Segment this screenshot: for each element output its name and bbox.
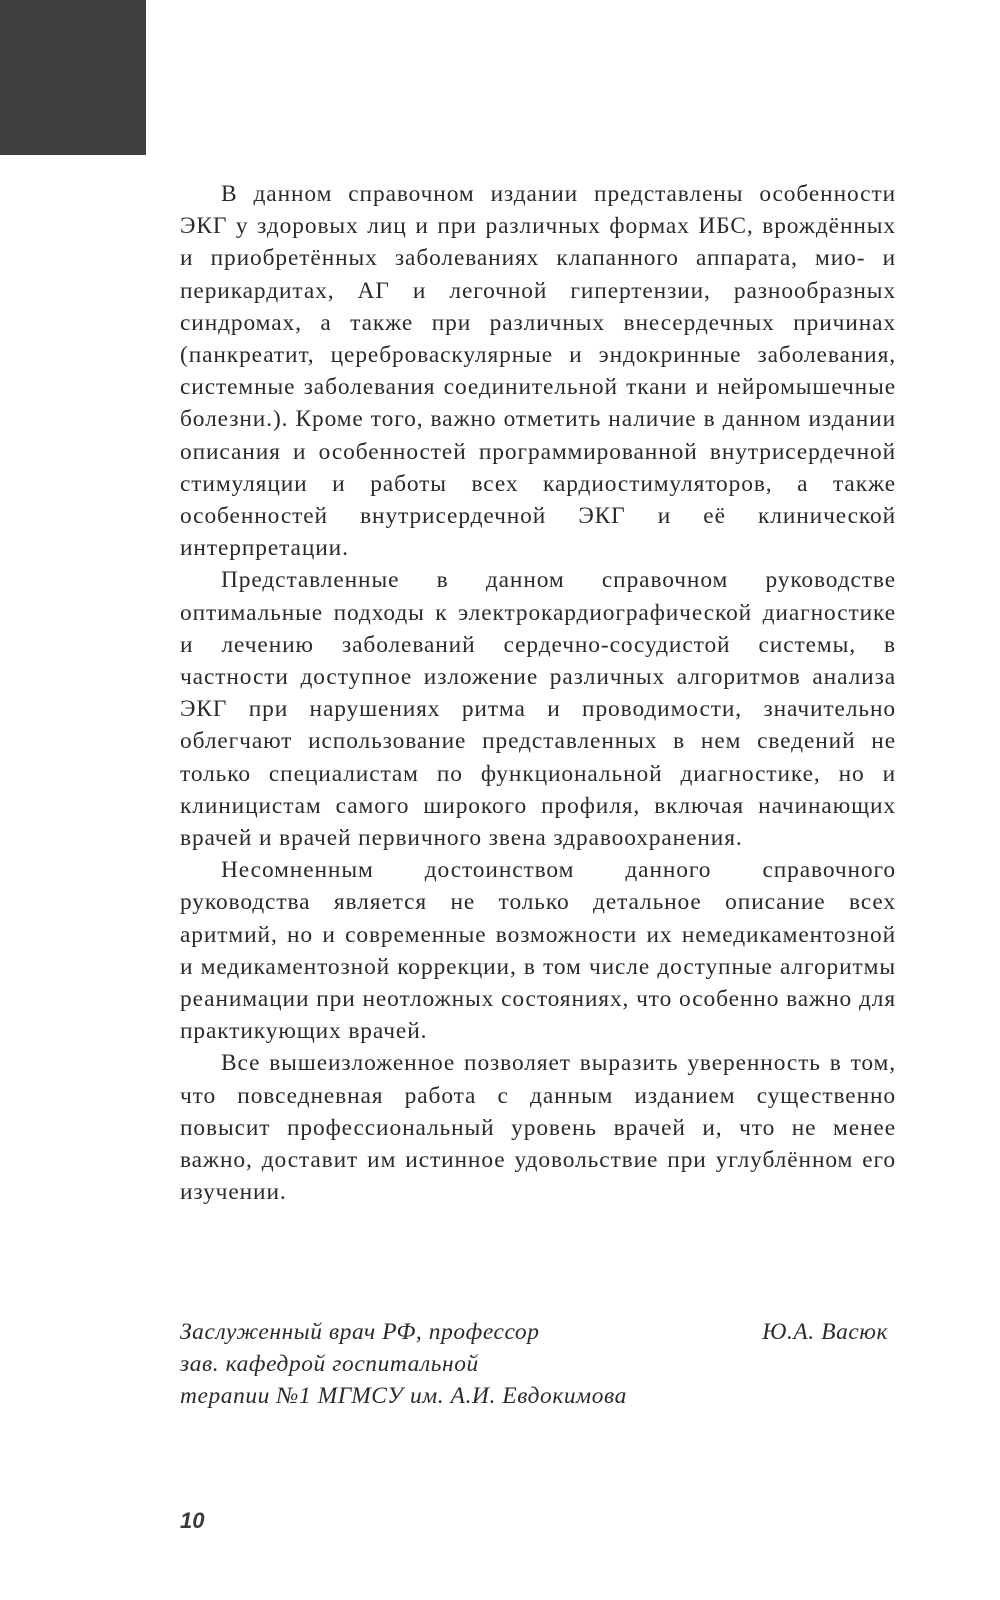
- paragraph-4: Все вышеизложенное позволяет выразить уверенность в том, что повседневная работа с данным изданием существенно повысит профессиональный уровень врачей и, что не менее важно, доставит им истинное удовольствие при углублённом его изучении.: [180, 1050, 896, 1206]
- author-name: Ю.А. Васюк: [762, 1319, 888, 1345]
- credential-line-3: терапии №1 МГМСУ им. А.И. Евдокимова: [180, 1383, 627, 1410]
- page-number: 10: [180, 1508, 205, 1533]
- corner-tab-block: [0, 0, 146, 155]
- credential-line-2: зав. кафедрой госпитальной: [180, 1351, 479, 1378]
- credential-line-1: Заслуженный врач РФ, профессор: [180, 1319, 540, 1345]
- paragraph-2: Представленные в данном справочном руководстве оптимальные подходы к электрокардиографической диагностике и лечению заболеваний сердечно-сосудистой системы, в частности доступное изложение различных алгоритмов анализа ЭКГ при нарушениях ритма и проводимости, значительно облегчают использование представленных в нем сведений не только специалистам по функциональной диагностике, но и клиницистам самого широкого профиля, включая начинающих врачей и врачей первичного звена здравоохранения.: [180, 567, 896, 852]
- paragraph-3: Несомненным достоинством данного справочного руководства является не только детальное описание всех аритмий, но и современные возможности их немедикаментозной и медикаментозной коррекции, в том числе доступные алгоритмы реанимации при неотложных состояниях, что особенно важно для практикующих врачей.: [180, 857, 896, 1045]
- body-text: [180, 178, 896, 1209]
- paragraph-1: В данном справочном издании представлены особенности ЭКГ у здоровых лиц и при различных формах ИБС, врождённых и приобретённых заболеваниях клапанного аппарата, мио- и перикардитах, АГ и легочной гипертензии, разнообразных синдромах, а также при различных внесердечных причинах (панкреатит, цереброваскулярные и эндокринные заболевания, системные заболевания соединительной ткани и нейромышечные болезни.). Кроме того, важно отметить наличие в данном издании описания и особенностей программированной внутрисердечной стимуляции и работы всех кардиостимуляторов, а также особенностей внутрисердечной ЭКГ и её клинической интерпретации.: [180, 181, 896, 562]
- author-credentials: [180, 1316, 627, 1413]
